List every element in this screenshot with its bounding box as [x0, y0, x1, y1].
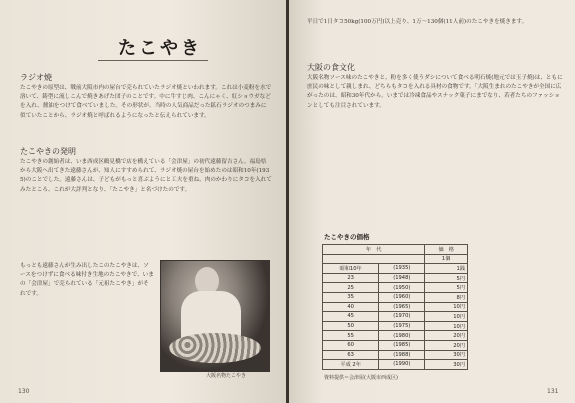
- table-cell-price: 20円: [425, 340, 468, 350]
- table-cell-year: 25: [323, 283, 379, 293]
- table-cell-west: (1935): [379, 264, 425, 274]
- table-cell-west: (1990): [379, 360, 425, 370]
- table-cell-west: (1960): [379, 292, 425, 302]
- title-divider: [98, 60, 208, 61]
- page-number-right: 131: [547, 388, 559, 395]
- section-body-invention: たこやきの創始者は、いま西成区鶴見橋で店を構えている「会津屋」の初代遠藤留吉さん。福島県から大阪へ出てきた遠藤さんが、知人にすすめられて、ラジオ焼の屋台を始めたのは昭和10年(1935)のことでした。遠藤さんは、子どもがもっと喜ぶようにと工夫を重ね、肉のかわりにタコを入れてみたところ、これが大評判となり、「たこやき」と名づけたのです。: [20, 159, 272, 193]
- table-row: [323, 331, 468, 341]
- table-row: [323, 360, 468, 370]
- table-cell-west: (1970): [379, 312, 425, 322]
- page-number-left: 130: [18, 388, 30, 395]
- table-cell-price: 10円: [425, 302, 468, 312]
- table-cell-year: 23: [323, 273, 379, 283]
- table-row: [323, 340, 468, 350]
- section-heading-radio: ラジオ焼: [20, 73, 52, 82]
- table-cell-price: 10円: [425, 312, 468, 322]
- right-top-body: 平日で1日タコ50kg(100万円)以上売り、1万〜130個(11人前)のたこやきを焼きます。: [307, 19, 528, 25]
- table-cell-west: (1950): [379, 283, 425, 293]
- table-header-era: 年 代: [323, 245, 425, 255]
- section-body-radio: たこやきの原型は、戦前大阪市内の屋台で売られていたラジオ焼といわれます。これは小麦粉を水で溶いて、鋳型に流しこんで焼きあげた団子のことです。中に牛すじ肉、こんにゃく、紅ショウガなどを入れ、醤油をつけて食べていました。その形状が、当時の人気商品だった鉱石ラジオのつまみに似ていたことから、ラジオ焼と呼ばれるようになったと伝えられています。: [20, 85, 272, 119]
- table-cell-year: 昭和10年: [323, 264, 379, 274]
- table-row: [323, 264, 468, 274]
- table-source: 資料提供＝会津屋(大阪市西成区): [324, 375, 398, 381]
- table-cell-west: (1980): [379, 331, 425, 341]
- table-cell-price: 30円: [425, 350, 468, 360]
- price-table: [322, 244, 468, 370]
- section-heading-invention: たこやきの発明: [20, 147, 76, 156]
- table-cell-year: 60: [323, 340, 379, 350]
- table-cell-price: 5円: [425, 283, 468, 293]
- table-cell-price: 5円: [425, 273, 468, 283]
- table-row: [323, 292, 468, 302]
- photo-caption: 大阪名物たこやき: [206, 373, 247, 379]
- table-subheader: 1個: [425, 254, 468, 264]
- left-page: [0, 0, 286, 403]
- table-cell-west: (1965): [379, 302, 425, 312]
- takoyaki-photo: [160, 260, 270, 372]
- table-header-price: 価 格: [425, 245, 468, 255]
- table-cell-year: 55: [323, 331, 379, 341]
- table-cell-west: (1988): [379, 350, 425, 360]
- table-row: [323, 312, 468, 322]
- table-cell-price: 8円: [425, 292, 468, 302]
- table-cell-west: (1975): [379, 321, 425, 331]
- table-cell-year: 63: [323, 350, 379, 360]
- table-cell-west: (1985): [379, 340, 425, 350]
- table-cell-year: 40: [323, 302, 379, 312]
- table-cell-price: 1銭: [425, 264, 468, 274]
- table-cell-year: 35: [323, 292, 379, 302]
- table-cell-price: 10円: [425, 321, 468, 331]
- table-row: [323, 302, 468, 312]
- table-cell-year: 45: [323, 312, 379, 322]
- table-cell-price: 20円: [425, 331, 468, 341]
- table-row: [323, 273, 468, 283]
- table-row: [323, 321, 468, 331]
- section-heading-food-culture: 大阪の食文化: [307, 63, 355, 72]
- section-body-continued: もっとも遠藤さんが生み出したこのたこやきは、ソースをつけずに食べる味付き生地のたこやきで、いまの「会津屋」で売られている「元祖たこやき」がそれです。: [20, 263, 154, 297]
- page-title: たこやき: [118, 38, 202, 59]
- table-cell-price: 30円: [425, 360, 468, 370]
- table-cell-year: 50: [323, 321, 379, 331]
- table-cell-west: (1948): [379, 273, 425, 283]
- price-table-title: たこやきの価格: [324, 233, 370, 241]
- table-row: [323, 283, 468, 293]
- section-body-food-culture: 大阪名物ソース味のたこやきと、粉を多く使うダシについて食べる明石焼(地元では玉子焼)は、ともに庶民の味として親しまれ、どちらもタコを入れる具材の食物です。「大阪生まれのたこやきが全国に広がったのは、昭和30年代から。いまでは冷凍食品やスナック菓子にまでなり、若者たちのファッションとしても注目されています。: [307, 75, 563, 109]
- table-row: [323, 350, 468, 360]
- table-cell-year: 平成 2年: [323, 360, 379, 370]
